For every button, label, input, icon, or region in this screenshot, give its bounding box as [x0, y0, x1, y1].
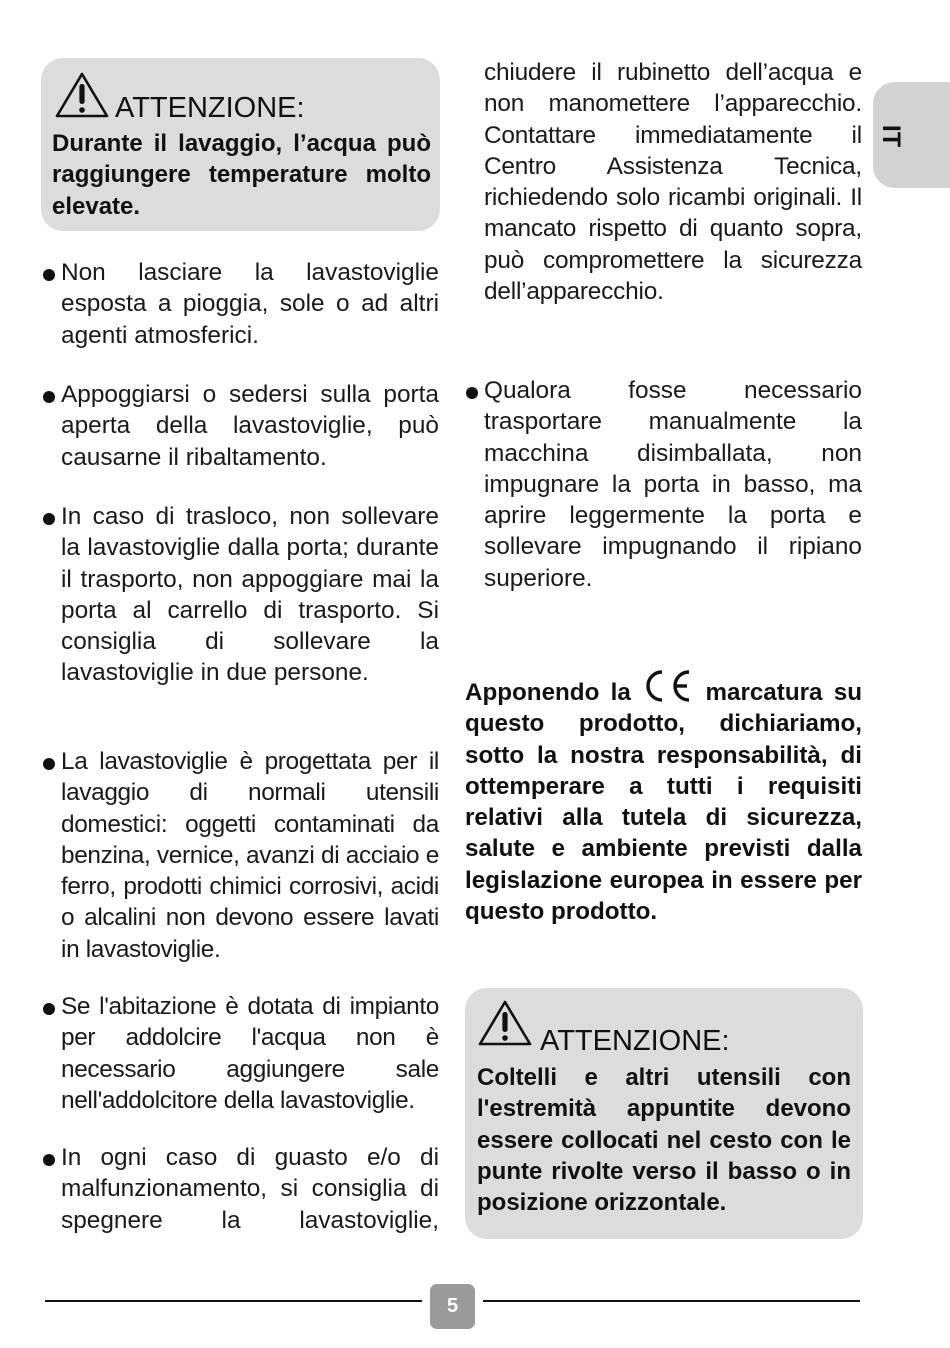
bullet-dot-icon — [43, 513, 55, 525]
page-number: 5 — [430, 1284, 475, 1329]
continuation-paragraph: chiudere il rubinetto dell’acqua e non manomettere l’apparecchio. Contattare immediatamente il Centro Assistenza Tecnica, richiedendo solo ricambi originali. Il mancato rispetto di quanto sopra, può compromettere la sicurezza dell’apparecchio. — [484, 59, 862, 306]
warning-heading: ATTENZIONE: — [115, 92, 305, 124]
bullet-dot-icon — [466, 387, 478, 399]
warning-triangle-icon — [477, 999, 533, 1047]
warning-box-knives — [465, 988, 863, 1239]
footer-rule-right — [483, 1300, 860, 1302]
warning-triangle-icon — [54, 71, 110, 119]
ce-mark-icon — [642, 669, 694, 703]
bullet-item — [61, 501, 439, 689]
bullet-item — [61, 379, 439, 473]
ce-declaration — [465, 669, 862, 927]
bullet-text: La lavastoviglie è progettata per il lavaggio di normali utensili domestici: oggetti contaminati da benzina, vernice, avanzi di acciaio e ferro, prodotti chimici corrosivi, acidi o alcalini non devono essere lavati in lavastoviglie. — [61, 748, 439, 963]
bullet-text: Qualora fosse necessario trasportare manualmente la macchina disimballata, non impugnare la porta in basso, ma aprire leggermente la porta e sollevare impugnando il ripiano superiore. — [484, 377, 862, 592]
bullet-dot-icon — [43, 1154, 55, 1166]
bullet-item — [61, 746, 439, 965]
warning-heading: ATTENZIONE: — [540, 1025, 730, 1057]
language-tab-label: IT — [877, 124, 905, 148]
bullet-dot-icon — [43, 391, 55, 403]
bullet-text: Appoggiarsi o sedersi sulla porta aperta della lavastoviglie, può causarne il ribaltamento. — [61, 381, 439, 471]
bullet-text: In caso di trasloco, non sollevare la lavastoviglie dalla porta; durante il trasporto, non appoggiare mai la porta al carrello di trasporto. Si consiglia di sollevare la lavastoviglie in due persone. — [61, 503, 439, 687]
bullet-text: Se l'abitazione è dotata di impianto per addolcire l'acqua non è necessario aggiungere sale nell'addolcitore della lavastoviglie. — [61, 993, 439, 1114]
warning-text: Durante il lavaggio, l’acqua può raggiungere temperature molto elevate. — [52, 130, 431, 220]
bullet-text: In ogni caso di guasto e/o di malfunzionamento, si consiglia di spegnere la lavastoviglie, — [61, 1144, 439, 1234]
warning-text: Coltelli e altri utensili con l'estremità appuntite devono essere collocati nel cesto con le punte rivolte verso il basso o in posizione orizzontale. — [477, 1064, 851, 1217]
footer-rule-left — [45, 1300, 422, 1302]
bullet-dot-icon — [43, 269, 55, 281]
bullet-dot-icon — [43, 758, 55, 770]
bullet-item — [61, 1142, 439, 1236]
bullet-item — [61, 257, 439, 351]
bullet-dot-icon — [43, 1003, 55, 1015]
bullet-item — [61, 991, 439, 1116]
warning-box-heat — [41, 58, 440, 231]
bullet-item — [484, 375, 862, 594]
ce-declaration-lead: Apponendo la — [465, 679, 631, 706]
bullet-text: Non lasciare la lavastoviglie esposta a pioggia, sole o ad altri agenti atmosferici. — [61, 259, 439, 349]
ce-declaration-text: marcatura su questo prodotto, dichiariamo, sotto la nostra responsabilità, di ottemperare a tutti i requisiti relativi alla tutela di sicurezza, salute e ambiente previsti dalla legislazione europea in essere per questo prodotto. — [465, 679, 862, 926]
